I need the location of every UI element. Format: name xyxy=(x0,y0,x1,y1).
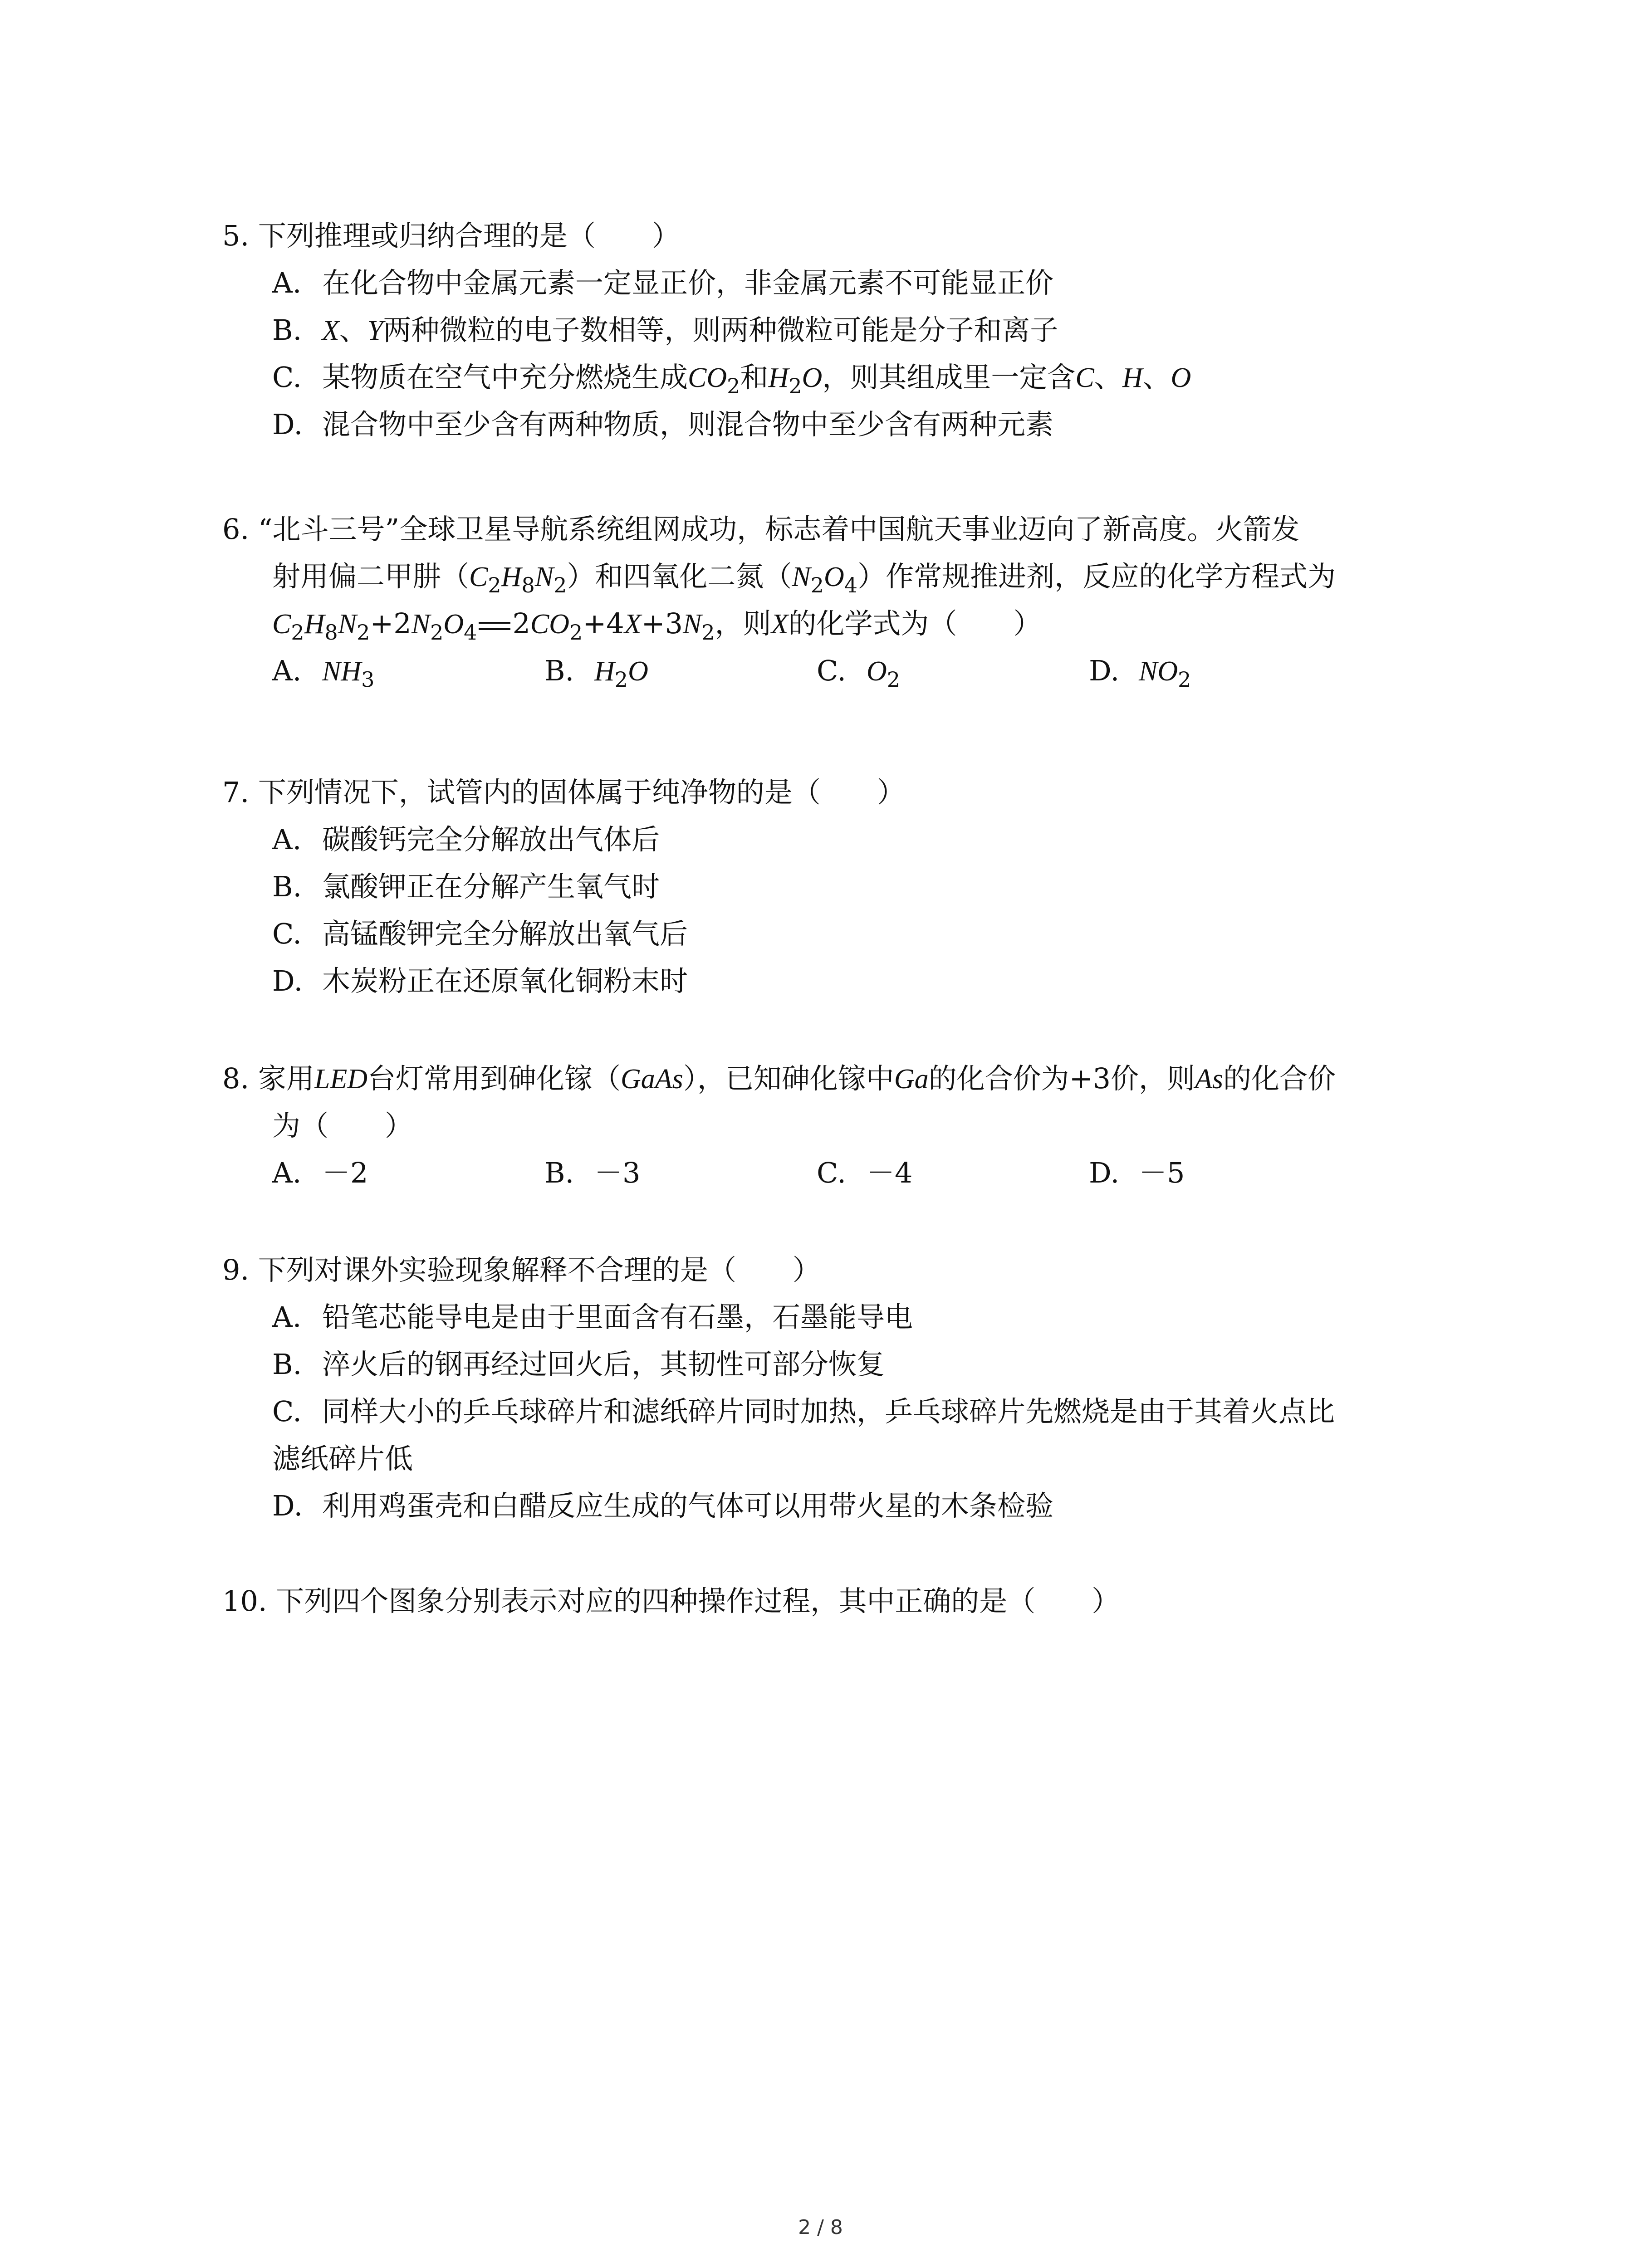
question-8-stem-line-1: 8. 家用LED台灯常用到砷化镓（GaAs），已知砷化镓中Ga的化合价为+3价，则As的化合价 xyxy=(222,1062,1336,1095)
question-6 xyxy=(222,506,1438,694)
question-10 xyxy=(222,1578,1438,1625)
question-5-option-d: D. 混合物中至少含有两种物质，则混合物中至少含有两种元素 xyxy=(272,408,1054,441)
question-6-stem-line-1: 6. “北斗三号”全球卫星导航系统组网成功，标志着中国航天事业迈向了新高度。火箭发 xyxy=(222,513,1300,546)
question-7-option-d: D. 木炭粉正在还原氧化铜粉末时 xyxy=(272,964,688,997)
question-9-option-d: D. 利用鸡蛋壳和白醋反应生成的气体可以用带火星的木条检验 xyxy=(272,1489,1054,1522)
question-10-stem: 10. 下列四个图象分别表示对应的四种操作过程，其中正确的是（ ） xyxy=(222,1584,1120,1618)
question-8-option-d: D. －5 xyxy=(1089,1156,1185,1189)
question-6-options xyxy=(222,647,1438,694)
question-9 xyxy=(222,1246,1438,1530)
question-5-option-b: B. X、Y两种微粒的电子数相等，则两种微粒可能是分子和离子 xyxy=(272,313,1058,347)
question-6-option-d: D. $NO_2$ xyxy=(1089,654,1191,692)
question-6-stem-line-2: 射用偏二甲肼$(C_2H_8N_2)$和四氧化二氮$(N_2O_4)$作常规推进剂，反应的化学方程式为 xyxy=(272,560,1336,597)
question-8-option-b: B. －3 xyxy=(544,1156,641,1189)
question-8-stem-line-2: 为（ ） xyxy=(272,1109,413,1142)
question-9-option-b: B. 淬火后的钢再经过回火后，其韧性可部分恢复 xyxy=(272,1348,885,1381)
question-5-option-a: A. 在化合物中金属元素一定显正价，非金属元素不可能显正价 xyxy=(272,266,1054,299)
question-7-option-b: B. 氯酸钾正在分解产生氧气时 xyxy=(272,870,660,903)
question-8 xyxy=(222,1055,1438,1197)
question-9-option-c-continued: 滤纸碎片低 xyxy=(272,1442,413,1475)
question-7-stem: 7. 下列情况下，试管内的固体属于纯净物的是（ ） xyxy=(222,776,905,809)
question-6-option-b: B. $H_2O$ xyxy=(544,654,648,692)
question-5-stem: 5. 下列推理或归纳合理的是（ ） xyxy=(222,219,680,252)
question-9-option-c: C. 同样大小的乒乓球碎片和滤纸碎片同时加热，乒乓球碎片先燃烧是由于其着火点比 xyxy=(272,1395,1335,1428)
question-5 xyxy=(222,212,1438,448)
question-8-option-a: A. －2 xyxy=(272,1156,368,1189)
equals-sign-icon xyxy=(479,622,510,630)
question-9-stem: 9. 下列对课外实验现象解释不合理的是（ ） xyxy=(222,1253,821,1286)
question-6-option-a: A. $NH_3$ xyxy=(272,654,375,692)
question-7 xyxy=(222,769,1438,1005)
question-8-option-c: C. －4 xyxy=(817,1156,913,1189)
page-number: 2 / 8 xyxy=(798,2216,843,2239)
question-7-option-a: A. 碳酸钙完全分解放出气体后 xyxy=(272,823,660,856)
question-8-options xyxy=(222,1149,1438,1197)
question-5-option-c: C. 某物质在空气中充分燃烧生成$CO_2$和$H_2O$，则其组成里一定含C、H、O xyxy=(272,361,1191,398)
question-6-option-c: C. $O_2$ xyxy=(817,654,901,692)
question-6-equation: $C_2H_8N_2+2N_2O_4$ $2CO_2+4X+3N_2$，则X的化学式为（ ） xyxy=(272,607,1042,645)
question-7-option-c: C. 高锰酸钾完全分解放出氧气后 xyxy=(272,917,688,950)
question-9-option-a: A. 铅笔芯能导电是由于里面含有石墨，石墨能导电 xyxy=(272,1300,913,1334)
